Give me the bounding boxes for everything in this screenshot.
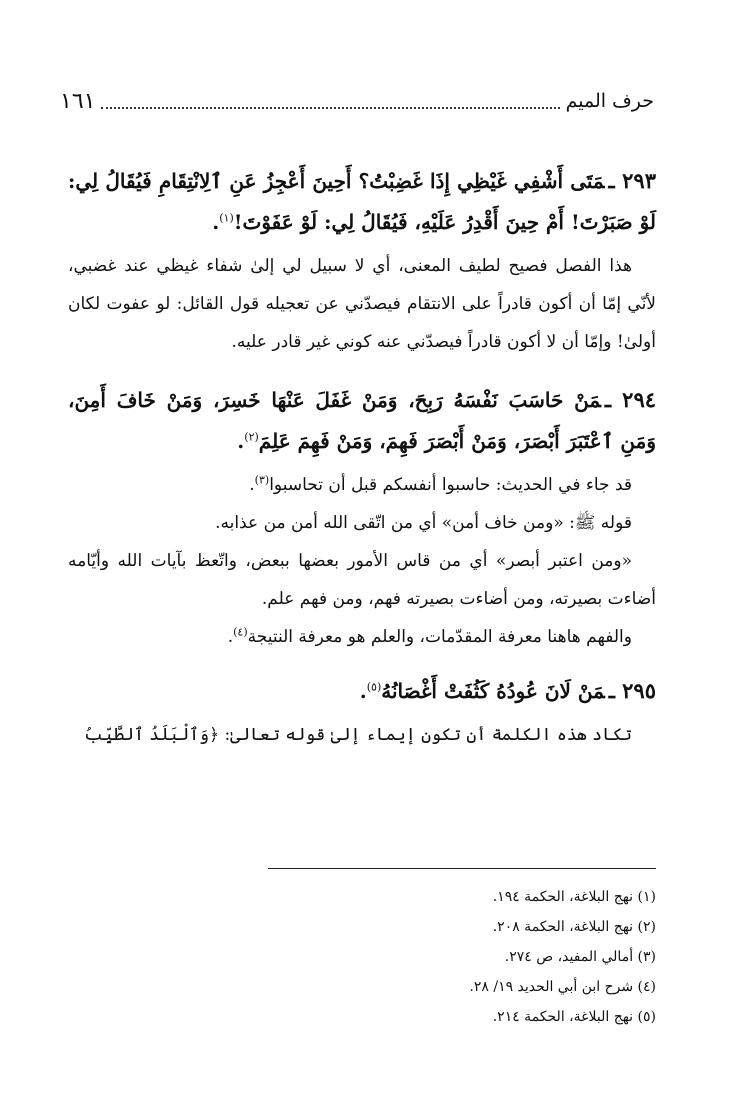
footnote-item: (٥) نهج البلاغة، الحكمة ٢١٤. [492, 1009, 656, 1025]
page-number: ١٦١ [60, 88, 96, 114]
commentary-paragraph: «ومن اعتبر أبصر» أي من قاس الأمور بعضها ببعض، واتّعظ بآيات الله وأيّامه أضاءت بصيرته، ومن أضاءت بصيرته فهم، ومن فهم علم. [68, 551, 656, 609]
commentary-paragraph: والفهم هاهنا معرفة المقدّمات، والعلم هو معرفة النتيجة$^{(٤)}$. [227, 625, 632, 647]
saying-number: ٢٩٤ ـ [604, 387, 657, 412]
commentary-paragraph: هذا الفصل فصيح لطيف المعنى، أي لا سبيل لي إلىٰ شفاء غيظي عند غضبي، لأنّي إمّا أن أكون قادراً على الانتقام فيصدّني عن تعجيله قول القائل: لو عفوت لكان أولىٰ! وإمّا أن لا أكون قادراً فيصدّني عنه كوني غير قادر عليه. [68, 256, 656, 352]
chapter-title: حرف الميم [565, 90, 654, 112]
footnote-ref: (٣) [254, 473, 270, 487]
main-text [68, 160, 656, 754]
saying-295: ٢٩٥ ـمَنْ لَانَ عُودُهُ كَثُفَتْ أَغْصَانُهُ$^{(٥)}$. [359, 678, 656, 703]
footnote-ref: (٤) [233, 625, 248, 639]
saying-number: ٢٩٥ ـ [608, 678, 656, 703]
footnote-ref: (١) [219, 211, 234, 225]
saying-number: ٢٩٣ ـ [608, 168, 656, 193]
saying-text: مَنْ لَانَ عُودُهُ كَثُفَتْ أَغْصَانُهُ [381, 679, 605, 703]
footnote-ref: (٢) [244, 430, 259, 444]
footnote-item: (٤) شرح ابن أبي الحديد ١٩/ ٢٨. [469, 979, 656, 995]
saying-293: ٢٩٣ ـمَتَى أَشْفِي غَيْظِي إِذَا غَضِبْتُ؟ أَحِينَ أَعْجِزُ عَنِ ٱلِانْتِقَامِ فَيُقَالُ لِي: لَوْ صَبَرْتَ! أَمْ حِينَ أَقْدِرُ عَلَيْهِ، فَيُقَالُ لِي: لَوْ عَفَوْتَ!$^{(١)}$. [68, 168, 656, 234]
footnotes [268, 882, 656, 1032]
footnote-item: (١) نهج البلاغة، الحكمة ١٩٤. [492, 889, 656, 905]
commentary-text: والفهم هاهنا معرفة المقدّمات، والعلم هو معرفة النتيجة [247, 627, 632, 647]
footnote-ref: (٥) [366, 680, 382, 694]
footnote-item: (٢) نهج البلاغة، الحكمة ٢٠٨. [492, 919, 656, 935]
saying-text: مَنْ حَاسَبَ نَفْسَهُ رَبِحَ، وَمَنْ غَفَلَ عَنْهَا خَسِرَ، وَمَنْ خَافَ أَمِنَ، وَمَنِ ٱعْتَبَرَ أَبْصَرَ، وَمَنْ أَبْصَرَ فَهِمَ، وَمَنْ فَهِمَ عَلِمَ [68, 388, 656, 453]
running-header [60, 84, 654, 118]
saying-294: ٢٩٤ ـمَنْ حَاسَبَ نَفْسَهُ رَبِحَ، وَمَنْ غَفَلَ عَنْهَا خَسِرَ، وَمَنْ خَافَ أَمِنَ، وَمَنِ ٱعْتَبَرَ أَبْصَرَ، وَمَنْ أَبْصَرَ فَهِمَ، وَمَنْ فَهِمَ عَلِمَ$^{(٢)}$. [68, 387, 657, 453]
footnote-separator [268, 868, 656, 869]
header-leader-dots [101, 106, 559, 109]
footnote-item: (٣) أمالي المفيد، ص ٢٧٤. [504, 949, 656, 965]
commentary-paragraph: قوله ﷺ: «ومن خاف أمن» أي من اتّقى الله أمن من عذابه. [215, 513, 632, 533]
saying-text: مَتَى أَشْفِي غَيْظِي إِذَا غَضِبْتُ؟ أَحِينَ أَعْجِزُ عَنِ ٱلِانْتِقَامِ فَيُقَالُ لِي: لَوْ صَبَرْتَ! أَمْ حِينَ أَقْدِرُ عَلَيْهِ، فَيُقَالُ لِي: لَوْ عَفَوْتَ! [68, 169, 656, 234]
commentary-text: قد جاء في الحديث: حاسبوا أنفسكم قبل أن تحاسبوا [269, 475, 632, 495]
commentary-paragraph: قد جاء في الحديث: حاسبوا أنفسكم قبل أن تحاسبوا$^{(٣)}$. [249, 473, 632, 495]
commentary-paragraph: تكاد هذه الكلمة أن تكون إيماء إلىٰ قوله تعالىٰ: ﴿وَٱلْبَلَدُ ٱلطَّيِّبُ [84, 725, 632, 745]
